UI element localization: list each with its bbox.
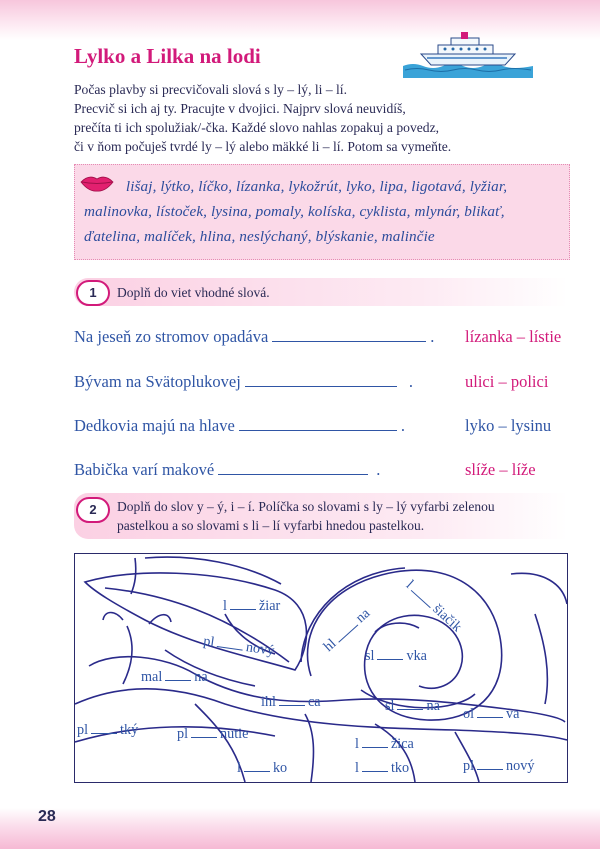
answer-blank[interactable] <box>245 385 397 387</box>
word-blank-7[interactable]: ihl ca <box>261 694 321 710</box>
word-item: neslýchaný, <box>239 228 312 245</box>
intro-line: prečíta ti ich spolužiak/-čka. Každé slovo nahlas zopakuj a povedz, <box>74 120 440 135</box>
sentence-end: . <box>376 460 381 479</box>
answer-blank[interactable] <box>239 429 397 431</box>
word-blank-12[interactable]: l žica <box>355 736 414 752</box>
sentence-text: Na jeseň zo stromov opadáva <box>74 327 269 346</box>
word-item: lístoček, <box>155 203 208 220</box>
sentence-3 <box>74 416 405 436</box>
word-item: malinčie <box>381 228 435 245</box>
answer-blank[interactable] <box>218 473 368 475</box>
word-blank-6[interactable]: mal na <box>141 669 208 685</box>
word-blank-15[interactable]: pl nový <box>463 758 535 774</box>
intro-line: Precvič si ich aj ty. Pracujte v dvojici. Najprv slová neuvidíš, <box>74 101 406 116</box>
word-blank-10[interactable]: pl tký <box>77 722 139 738</box>
sentence-text: Bývam na Svätoplukovej <box>74 372 241 391</box>
word-list <box>84 174 562 249</box>
exercise-1-number: 1 <box>76 280 110 306</box>
word-blank-5[interactable]: sl vka <box>365 648 427 664</box>
word-item: malíček, <box>144 228 196 245</box>
word-blank-1[interactable]: l žiar <box>223 598 281 614</box>
sentence-end: . <box>430 327 435 346</box>
word-item: cyklista, <box>359 203 411 220</box>
sentence-1 <box>74 327 434 347</box>
intro-line: Počas plavby si precvičovali slová s ly – lý, li – lí. <box>74 82 347 97</box>
word-blank-4[interactable]: lšiačik <box>402 577 465 636</box>
word-blank-3[interactable]: hlna <box>320 605 374 655</box>
word-item: ligotavá, <box>411 178 466 195</box>
instruction-line: pastelkou a so slovami s li – lí vyfarbi hnedou pastelkou. <box>117 518 425 533</box>
word-item: lyžiar, <box>469 178 508 195</box>
options-1: lízanka – lístie <box>465 327 562 346</box>
bottom-band <box>0 808 600 849</box>
instruction-line: Doplň do slov y – ý, i – í. Políčka so slovami s ly – lý vyfarbi zelenou <box>117 499 495 514</box>
word-item: ďatelina, <box>84 228 141 245</box>
sentence-text: Dedkovia majú na hlave <box>74 416 235 435</box>
intro-text <box>74 80 544 156</box>
word-blank-9[interactable]: ol va <box>463 706 520 722</box>
word-item: líčko, <box>198 178 233 195</box>
sentence-text: Babička varí makové <box>74 460 215 479</box>
word-blank-14[interactable]: l tko <box>355 760 410 776</box>
word-item: lykožrút, <box>288 178 343 195</box>
intro-line: či v ňom počuješ tvrdé ly – lý alebo mäkké li – lí. Potom sa vymeňte. <box>74 139 452 154</box>
exercise-2-number: 2 <box>76 497 110 523</box>
sentence-4 <box>74 460 380 480</box>
word-item: lišaj, <box>125 178 157 195</box>
options-4: slíže – líže <box>465 460 536 479</box>
word-item: lýtko, <box>160 178 195 195</box>
sentence-end: . <box>408 372 413 391</box>
exercise-1-instruction: Doplň do viet vhodné slová. <box>117 285 270 300</box>
word-blank-8[interactable]: sl na <box>385 698 440 714</box>
word-item: kolíska, <box>307 203 356 220</box>
word-item: blýskanie, <box>315 228 378 245</box>
page-number: 28 <box>38 808 56 825</box>
word-item: pomaly, <box>255 203 305 220</box>
word-item: blikať, <box>464 203 505 220</box>
word-blank-2[interactable]: pl nový <box>202 633 276 659</box>
answer-blank[interactable] <box>272 340 426 342</box>
word-blank-13[interactable]: l ko <box>237 760 288 776</box>
options-2: ulici – polici <box>465 372 549 391</box>
word-item: malinovka, <box>84 203 153 220</box>
page-title: Lylko a Lilka na lodi <box>74 44 261 68</box>
word-item: mlynár, <box>414 203 461 220</box>
word-item: lízanka, <box>236 178 285 195</box>
word-item: hlina, <box>199 228 236 245</box>
snail-picture <box>74 553 568 783</box>
word-item: lysina, <box>210 203 252 220</box>
sentence-2 <box>74 372 413 392</box>
exercise-2-instruction <box>117 497 565 535</box>
word-item: lyko, <box>345 178 376 195</box>
ship-illustration <box>403 28 533 78</box>
options-3: lyko – lysinu <box>465 416 552 435</box>
sentence-end: . <box>400 416 405 435</box>
word-blank-11[interactable]: pl nutie <box>177 726 249 742</box>
word-item: lipa, <box>379 178 408 195</box>
snail-outline <box>75 554 567 782</box>
